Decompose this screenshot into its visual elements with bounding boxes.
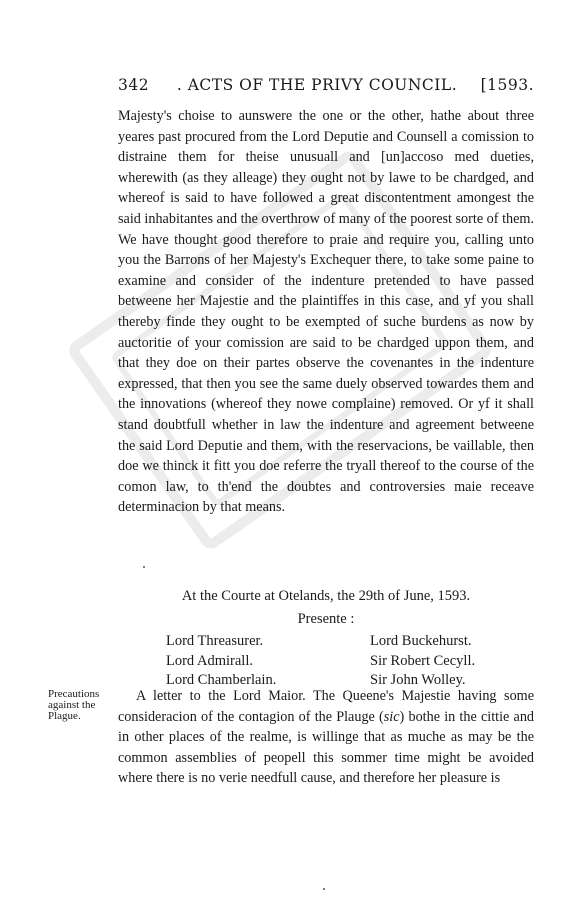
council-member: Lord Admirall. (166, 652, 253, 669)
council-member: Sir Robert Cecyll. (370, 652, 476, 669)
paragraph-letter (118, 686, 534, 789)
council-member: Lord Buckehurst. (370, 633, 472, 649)
sic-annotation: sic (383, 708, 400, 725)
running-title: . ACTS OF THE PRIVY COUNCIL. (176, 76, 458, 94)
council-members (166, 632, 516, 691)
running-year: [1593. (480, 76, 534, 94)
council-row (166, 652, 516, 672)
running-header (118, 76, 534, 98)
letter-text-end: ) bothe in the cittie and in other places of the realme, is willinge that as muche as may be the common assemblies of peopell this sommer time might be avoided where there is no verie needfull cause, and therefore her pleasure is (118, 708, 535, 787)
letter-text-start: A letter to the Lord Maior. The Queene's Majestie having some consideracion of the contagion of the Plauge ( (118, 688, 534, 725)
council-member: Sir John Wolley. (370, 672, 466, 689)
paragraph-text (118, 686, 534, 789)
ink-speck (323, 888, 325, 890)
page-number: 342 (118, 76, 150, 94)
council-member: Lord Chamberlain. (166, 672, 277, 689)
council-row (166, 632, 516, 652)
paragraph-continuation (118, 106, 534, 518)
ink-speck (143, 566, 145, 568)
paragraph-text: Majesty's choise to aunswere the one or the other, hathe about three yeares past procured from the Lord Deputie and Counsell a comission to distraine them for theise unusuall and [un]accoso med dueties, wherewith (as they alleage) they ought not by lawe to be chardged, and whereof is said to have followed a great discontentment amongest the said inhabitantes and the overthrow of many of the poorest sorte of them. We have thought good therefore to praie and require you, calling unto you the Barrons of her Majesty's Exchequer there, to take some paine to examine and consider of the indenture pretended to have passed betweene her Majestie and the plaintiffes in this case, and yf you shall thereby finde they ought to be exempted of suche burdens as now by auctoritie of your comission are said to be chardged uppon them, and that they doe on their partes observe the covenantes in the indenture expressed, that then you see the same duely observed towardes them and the innovations (whereof they nowe complaine) removed. Or yf it shall stand doubtfull whether in law the indenture and agreement betweene the said Lord Deputie and them, with the reservacions, be vaillable, then doe we thinck it fitt you doe referre the tryall thereof to the course of the comon law, to th'end the doubtes and controversies maie receave determinacion by that means. (118, 108, 534, 516)
court-heading: At the Courte at Otelands, the 29th of June, 1593. (181, 588, 471, 604)
council-member: Lord Threasurer. (166, 633, 264, 649)
margin-note: Precautions against the Plague. (48, 688, 100, 722)
presente-label: Presente : (297, 611, 355, 627)
